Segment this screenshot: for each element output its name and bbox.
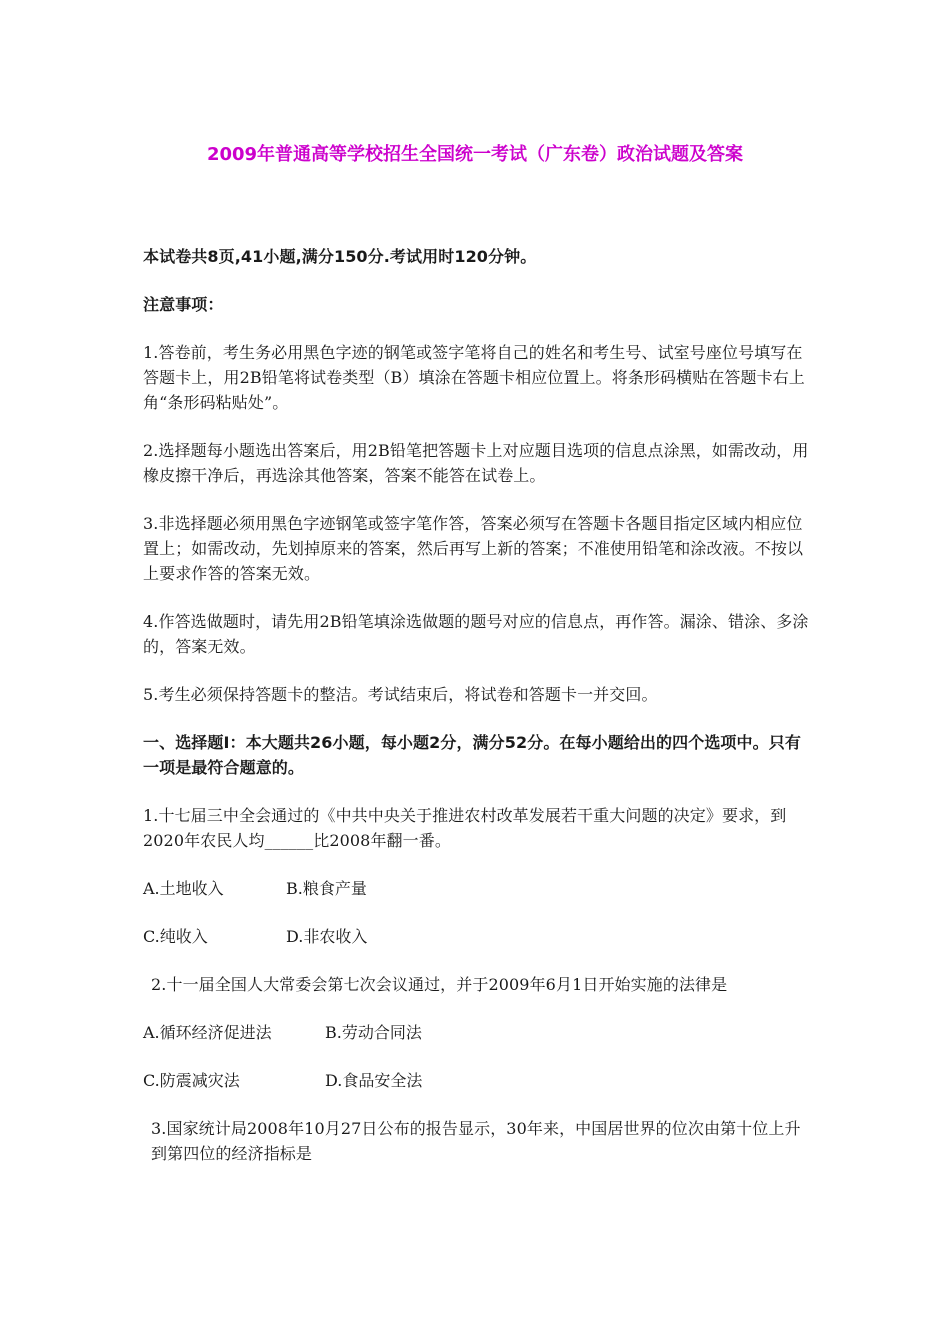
- option-row: [143, 1068, 815, 1093]
- exam-intro: 本试卷共8页,41小题,满分150分.考试用时120分钟。: [143, 247, 537, 266]
- notice-item: 4.作答选做题时，请先用2B铅笔填涂选做题的题号对应的信息点，再作答。漏涂、错涂、多涂的，答案无效。: [143, 612, 809, 656]
- option-row: [143, 1020, 815, 1045]
- option-c: C.纯收入: [143, 927, 208, 946]
- option-b: B.粮食产量: [286, 879, 367, 898]
- notice-item: 1.答卷前，考生务必用黑色字迹的钢笔或签字笔将自己的姓名和考生号、试室号座位号填写在答题卡上，用2B铅笔将试卷类型（B）填涂在答题卡相应位置上。将条形码横贴在答题卡右上角“条形码粘贴处”。: [143, 343, 805, 412]
- document-title: 2009年普通高等学校招生全国统一考试（广东卷）政治试题及答案: [206, 144, 744, 165]
- notice-item: 3.非选择题必须用黑色字迹钢笔或签字笔作答，答案必须写在答题卡各题目指定区域内相应位置上；如需改动，先划掉原来的答案，然后再写上新的答案；不准使用铅笔和涂改液。不按以上要求作答的答案无效。: [143, 514, 804, 583]
- option-a: A.循环经济促进法: [143, 1023, 272, 1042]
- option-d: D.非农收入: [286, 927, 368, 946]
- option-d: D.食品安全法: [325, 1071, 423, 1090]
- notice-heading: 注意事项：: [143, 295, 224, 314]
- question-stem: 1.十七届三中全会通过的《中共中央关于推进农村改革发展若干重大问题的决定》要求，到2020年农民人均______比2008年翻一番。: [143, 806, 787, 850]
- section-heading: 一、选择题Ⅰ：本大题共26小题，每小题2分，满分52分。在每小题给出的四个选项中。只有一项是最符合题意的。: [143, 733, 801, 777]
- option-c: C.防震减灾法: [143, 1071, 240, 1090]
- option-a: A.土地收入: [143, 879, 224, 898]
- question-stem: 2.十一届全国人大常委会第七次会议通过，并于2009年6月1日开始实施的法律是: [151, 975, 728, 994]
- notice-item: 2.选择题每小题选出答案后，用2B铅笔把答题卡上对应题目选项的信息点涂黑，如需改动，用橡皮擦干净后，再选涂其他答案，答案不能答在试卷上。: [143, 441, 809, 485]
- notice-item: 5.考生必须保持答题卡的整洁。考试结束后，将试卷和答题卡一并交回。: [143, 685, 658, 704]
- option-b: B.劳动合同法: [325, 1023, 422, 1042]
- question-stem: 3.国家统计局2008年10月27日公布的报告显示，30年来，中国居世界的位次由第十位上升到第四位的经济指标是: [151, 1119, 801, 1163]
- option-row: [143, 876, 815, 901]
- option-row: [143, 924, 815, 949]
- document-body: [143, 244, 815, 1189]
